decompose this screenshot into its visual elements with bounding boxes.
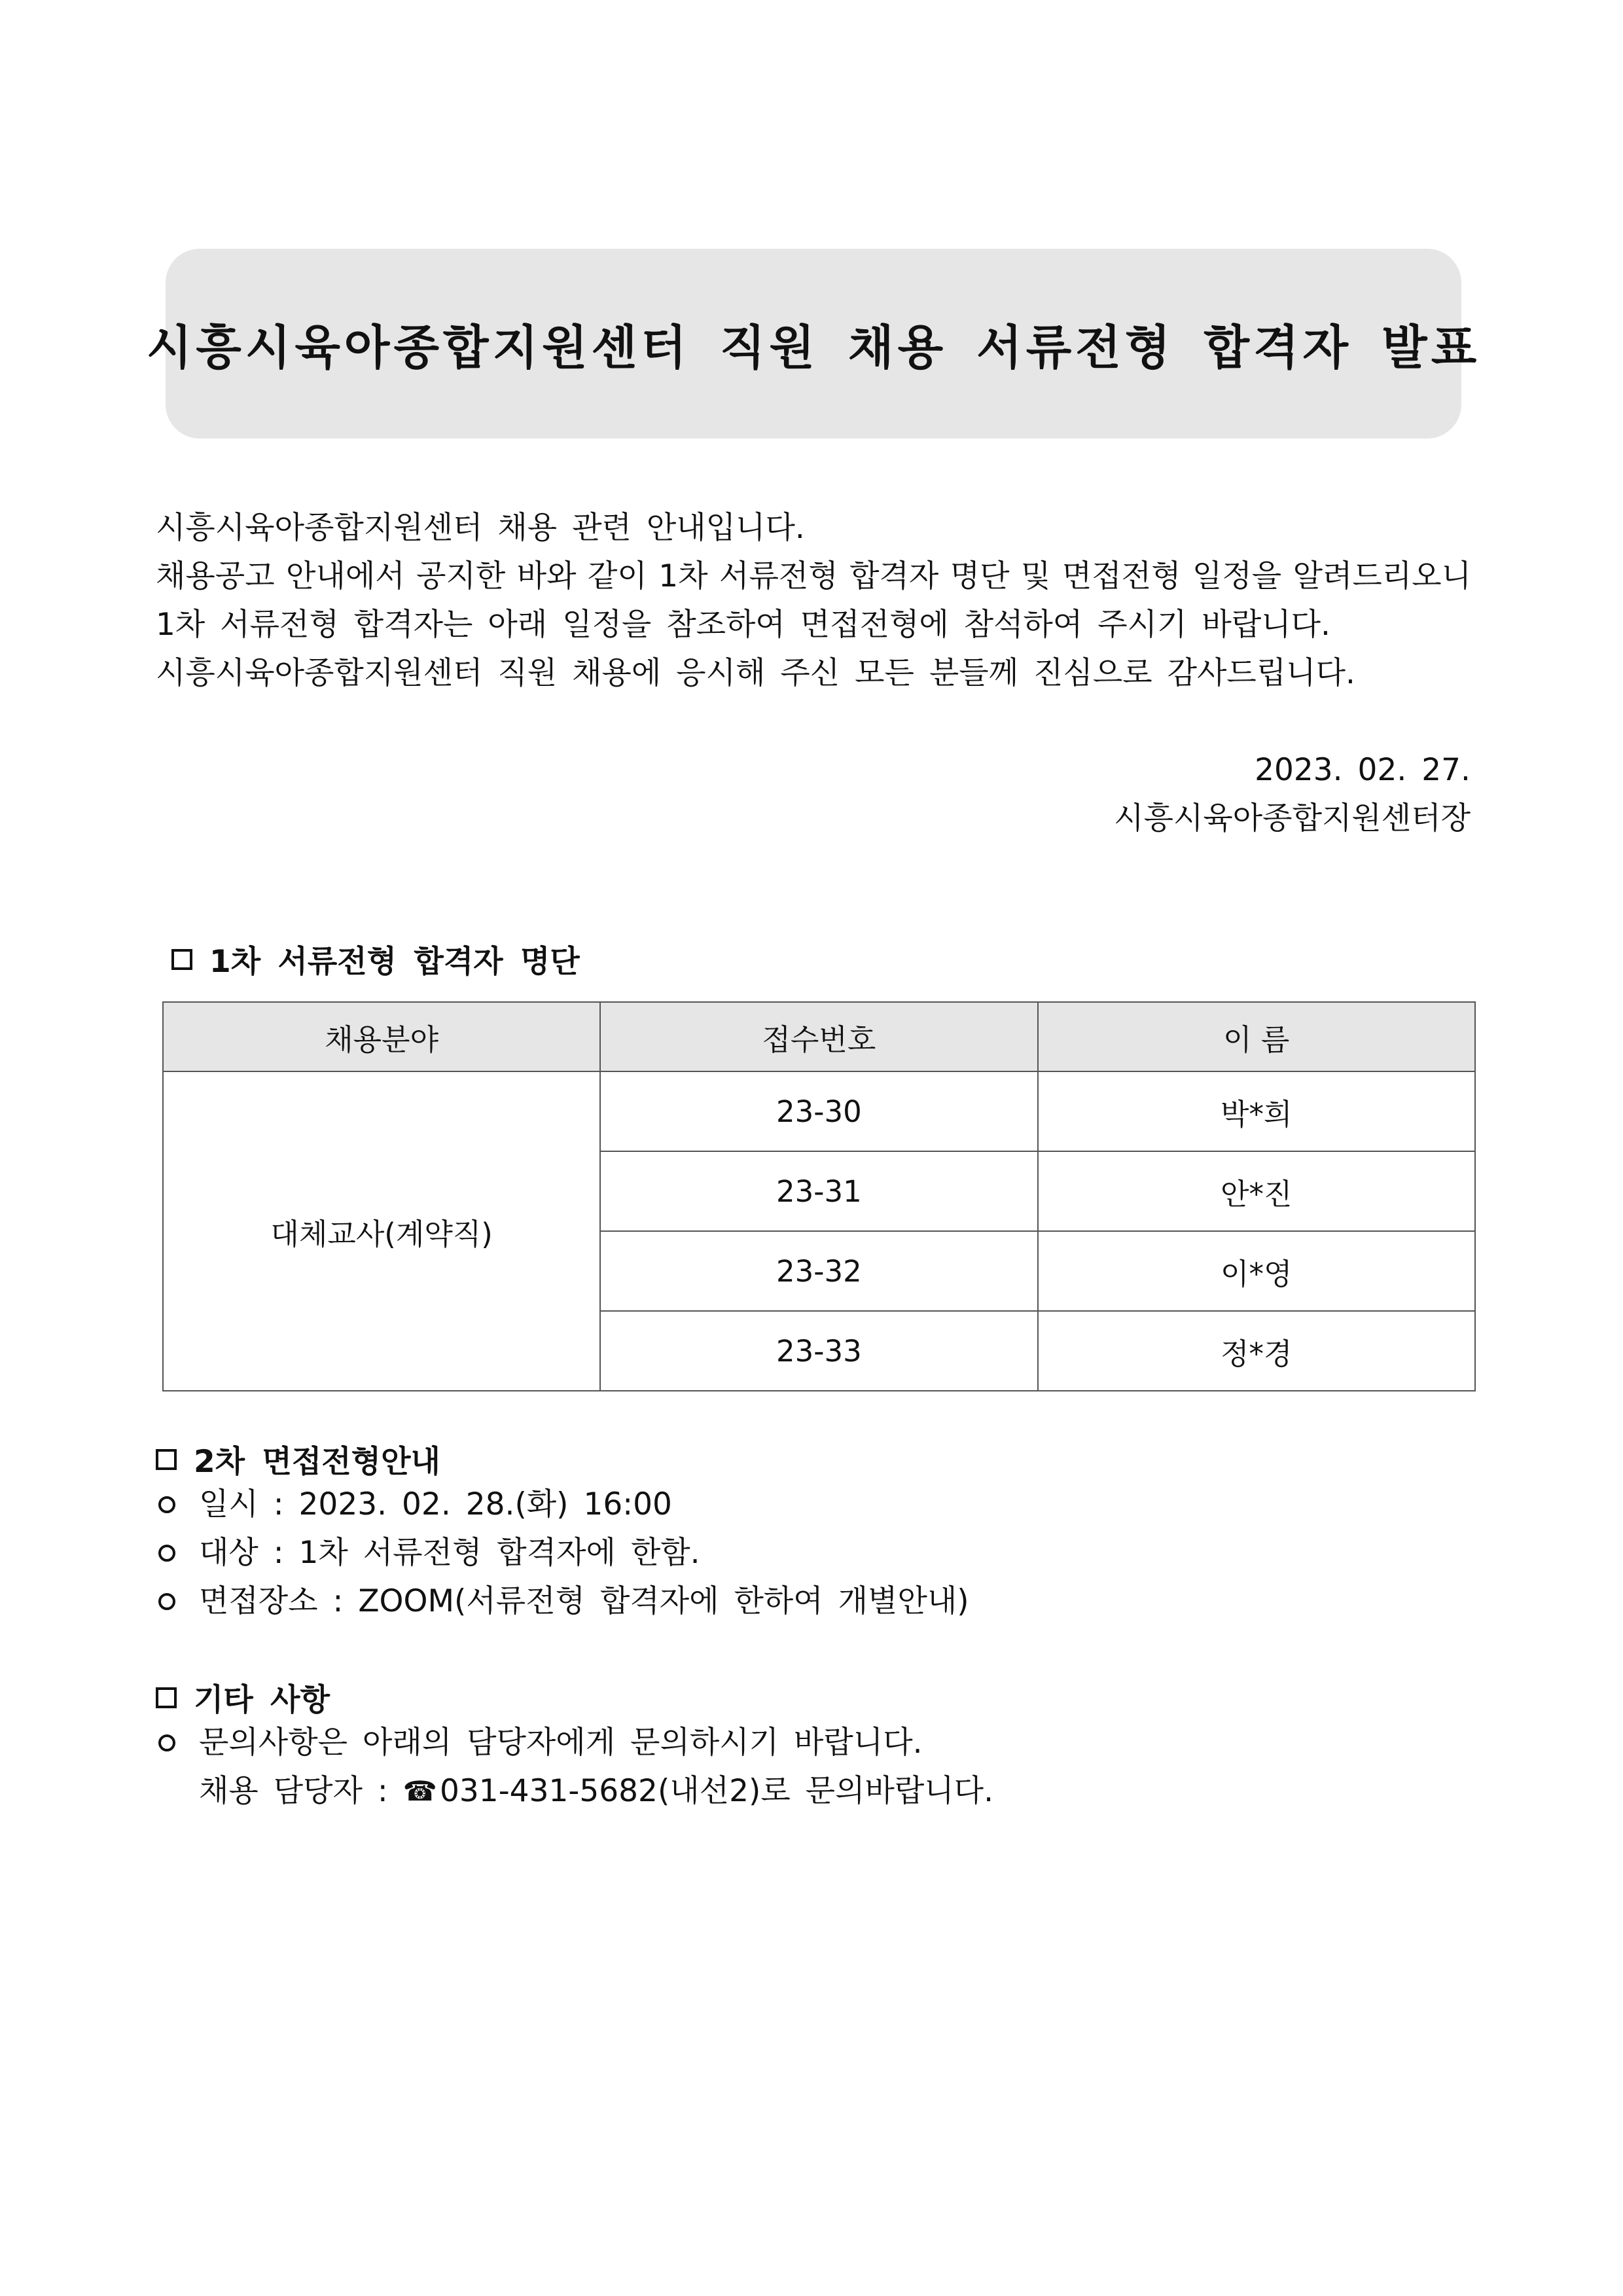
table-header-field: 채용분야 — [163, 1002, 600, 1071]
checkbox-square-icon — [171, 949, 192, 970]
checkbox-square-icon — [156, 1449, 177, 1470]
intro-line: 시흥시육아종합지원센터 채용 관련 안내입니다. — [156, 510, 805, 546]
list-item — [156, 1529, 969, 1577]
section1-heading — [171, 937, 580, 981]
contact-text: 031-431-5682(내선2)로 문의바랍니다. — [440, 1773, 994, 1809]
misc-info-list — [156, 1719, 993, 1816]
name-cell: 정*경 — [1038, 1311, 1475, 1391]
circle-bullet-icon — [158, 1545, 175, 1562]
phone-icon: ☎ — [402, 1775, 437, 1807]
name-cell: 이*영 — [1038, 1231, 1475, 1311]
list-item — [156, 1719, 993, 1767]
section1-heading-text: 1차 서류전형 합격자 명단 — [209, 944, 580, 980]
contact-prefix: 채용 담당자 : — [199, 1773, 403, 1809]
table-header-number: 접수번호 — [600, 1002, 1037, 1071]
issue-date: 2023. 02. 27. — [1255, 752, 1471, 788]
table-header-row — [163, 1002, 1475, 1071]
intro-line: 1차 서류전형 합격자는 아래 일정을 참조하여 면접전형에 참석하여 주시기 바랍니다. — [156, 607, 1330, 643]
list-item — [156, 1480, 969, 1529]
section2-heading — [156, 1437, 440, 1481]
intro-paragraph — [156, 504, 1471, 698]
circle-bullet-icon — [158, 1496, 175, 1513]
title-banner — [146, 249, 1481, 439]
interview-date: 일시 : 2023. 02. 28.(화) 16:00 — [199, 1486, 672, 1522]
intro-line: 채용공고 안내에서 공지한 바와 같이 1차 서류전형 합격자 명단 및 면접전형 일정을 알려드리오니 — [156, 558, 1471, 594]
table-row — [163, 1071, 1475, 1151]
number-cell: 23-33 — [600, 1311, 1037, 1391]
field-cell: 대체교사(계약직) — [163, 1071, 600, 1391]
document-title: 시흥시육아종합지원센터 직원 채용 서류전형 합격자 발표 — [146, 320, 1481, 375]
name-cell: 박*희 — [1038, 1071, 1475, 1151]
number-cell: 23-30 — [600, 1071, 1037, 1151]
number-cell: 23-32 — [600, 1231, 1037, 1311]
inquiry-note: 문의사항은 아래의 담당자에게 문의하시기 바랍니다. — [199, 1725, 923, 1761]
intro-line: 시흥시육아종합지원센터 직원 채용에 응시해 주신 모든 분들께 진심으로 감사드립니다. — [156, 655, 1355, 691]
section3-heading — [156, 1676, 330, 1719]
interview-info-list — [156, 1480, 969, 1626]
section3-heading-text: 기타 사항 — [194, 1682, 330, 1718]
contact-line — [156, 1767, 993, 1816]
circle-bullet-icon — [158, 1593, 175, 1610]
name-cell: 안*진 — [1038, 1151, 1475, 1231]
interview-target: 대상 : 1차 서류전형 합격자에 한함. — [199, 1535, 700, 1571]
circle-bullet-icon — [158, 1734, 175, 1751]
table-header-name: 이 름 — [1038, 1002, 1475, 1071]
signature-block — [1114, 746, 1471, 843]
section2-heading-text: 2차 면접전형안내 — [194, 1444, 440, 1480]
checkbox-square-icon — [156, 1687, 177, 1708]
issuer: 시흥시육아종합지원센터장 — [1114, 800, 1471, 836]
interview-location: 면접장소 : ZOOM(서류전형 합격자에 한하여 개별안내) — [199, 1583, 969, 1619]
number-cell: 23-31 — [600, 1151, 1037, 1231]
list-item — [156, 1577, 969, 1626]
passed-applicants-table — [162, 1001, 1476, 1391]
